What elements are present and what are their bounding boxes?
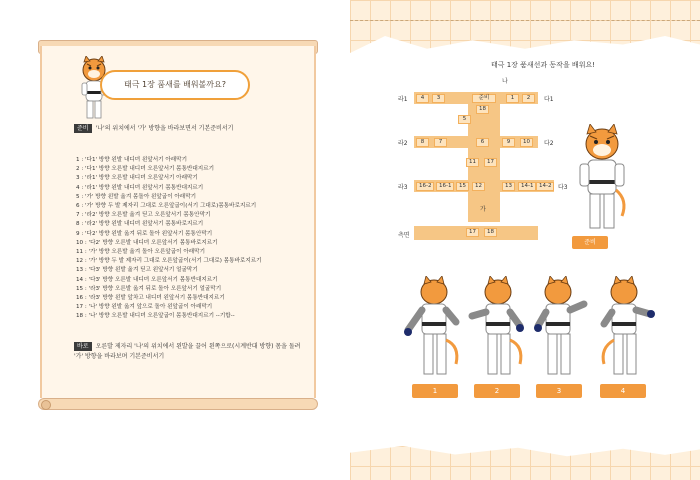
move-cell: 6 (476, 138, 489, 147)
step-list (76, 156, 312, 322)
step-item: 16 : '라3' 방향 왼발 앞차고 내디뎌 왼앞서기 몸통반대지르기 (76, 295, 225, 302)
step-item: 3 : '라1' 방향 오른발 내디뎌 오른앞서기 아래막기 (76, 175, 198, 182)
tiger-pose-3-icon (530, 276, 592, 380)
right-page (350, 0, 700, 480)
direction-ga: 가 (480, 206, 486, 213)
step-item: 11 : '가' 방향 오른발 옮겨 돌아 오른앞굽이 아래막기 (76, 249, 205, 256)
direction-da1: 다1 (544, 96, 554, 103)
step-item: 6 : '가' 방향 두 발 제자리 그대로 오른앞굽이(서기 그대로)몸통바로지르기 (76, 203, 257, 210)
move-cell: 11 (466, 158, 479, 167)
step-item: 14 : '다3' 방향 오른발 내디뎌 오른앞서기 몸통반대지르기 (76, 276, 218, 283)
step-item: 17 : '나' 방향 왼발 옮겨 앞으로 돌아 왼앞굽이 아래막기 (76, 304, 213, 311)
direction-ra1: 라1 (398, 96, 408, 103)
move-cell: 12 (472, 182, 485, 191)
step-item: 8 : '라2' 방향 왼발 내디뎌 왼앞서기 몸통바로지르기 (76, 221, 204, 228)
tiger-ready-pose-icon (572, 124, 632, 234)
move-cell: 17 (484, 158, 497, 167)
pose-number-badge: 2 (474, 384, 520, 398)
step-item: 10 : '다2' 방향 오른발 내디뎌 오른앞서기 몸통바로지르기 (76, 239, 218, 246)
step-item: 18 : '나' 방향 오른발 내디뎌 오른앞굽이 몸통반대지르기 --기합-- (76, 313, 235, 320)
direction-ra3: 라3 (398, 184, 408, 191)
step-item: 1 : '다1' 방향 왼발 내디뎌 왼앞서기 아래막기 (76, 157, 187, 163)
pose-number-badge: 1 (412, 384, 458, 398)
move-cell: 1 (506, 94, 519, 103)
direction-da2: 다2 (544, 140, 554, 147)
page-heading: 태극 1장 품새선과 동작을 배워요! (490, 61, 596, 69)
step-item: 4 : '라1' 방향 왼발 내디뎌 왼앞서기 몸통반대지르기 (76, 184, 204, 191)
step-item: 13 : '다3' 방향 왼발 옮겨 딛고 왼앞서기 얼굴막기 (76, 267, 198, 274)
scroll-bottom-roll (38, 398, 318, 410)
finish-text: 오른발 제자리 '나'의 위치에서 왼발을 끌어 왼쪽으로(시계반대 방향) 몸을 돌려 '가' 방향을 바라보며 기본준비서기 (74, 343, 301, 360)
step-item: 7 : '라2' 방향 오른발 옮겨 딛고 오른앞서기 몸통안막기 (76, 212, 211, 219)
direction-ra2: 라2 (398, 140, 408, 147)
pose-number-badge: 3 (536, 384, 582, 398)
step-item: 5 : '가' 방향 왼발 옮겨 몸돌아 왼앞굽이 아래막기 (76, 193, 197, 200)
lesson-title: 태극 1장 품새를 배워볼까요? (100, 70, 250, 100)
finish-tag: 바로 (74, 342, 92, 351)
step-item: 15 : '라3' 방향 오른발 옮겨 뒤로 돌아 오른앞서기 얼굴막기 (76, 285, 222, 292)
move-cell: 2 (522, 94, 535, 103)
move-cell: 16-2 (416, 182, 434, 191)
move-cell: 5 (458, 115, 471, 124)
move-cell: 3 (432, 94, 445, 103)
move-cell: 7 (434, 138, 447, 147)
move-cell: 15 (456, 182, 469, 191)
ready-badge: 준비 (572, 236, 608, 249)
stitch-line (350, 20, 700, 26)
ready-position-cell: 준비 (472, 94, 496, 103)
move-cell: 17 (466, 228, 479, 237)
ready-tag: 준비 (74, 124, 92, 133)
step-item: 12 : '가' 방향 두 발 제자리 그대로 오른앞굽이(서기 그대로) 몸통바로지르기 (76, 258, 262, 265)
move-cell: 14-2 (536, 182, 554, 191)
direction-side: 측면 (398, 232, 410, 239)
move-cell: 9 (502, 138, 515, 147)
pose-number-badge: 4 (600, 384, 646, 398)
move-cell: 18 (476, 105, 489, 114)
move-cell: 10 (520, 138, 533, 147)
move-cell: 4 (416, 94, 429, 103)
ready-instruction (74, 124, 233, 134)
move-cell: 16-1 (436, 182, 454, 191)
move-cell: 13 (502, 182, 515, 191)
step-item: 2 : '다1' 방향 오른발 내디뎌 오른앞서기 몸통반대지르기 (76, 166, 215, 173)
finish-instruction (74, 342, 306, 362)
move-cell: 14-1 (518, 182, 536, 191)
step-item: 9 : '다2' 방향 왼발 옮겨 뒤로 돌아 왼앞서기 몸통안막기 (76, 230, 213, 237)
direction-da3: 다3 (558, 184, 568, 191)
tiger-pose-1-icon (404, 276, 466, 380)
tiger-pose-4-icon (594, 276, 656, 380)
move-cell: 8 (416, 138, 429, 147)
tiger-pose-2-icon (466, 276, 528, 380)
direction-na: 나 (502, 78, 508, 85)
move-cell: 18 (484, 228, 497, 237)
ready-text: '나'의 위치에서 '가' 방향을 바라보면서 기본준비서기 (95, 125, 234, 132)
